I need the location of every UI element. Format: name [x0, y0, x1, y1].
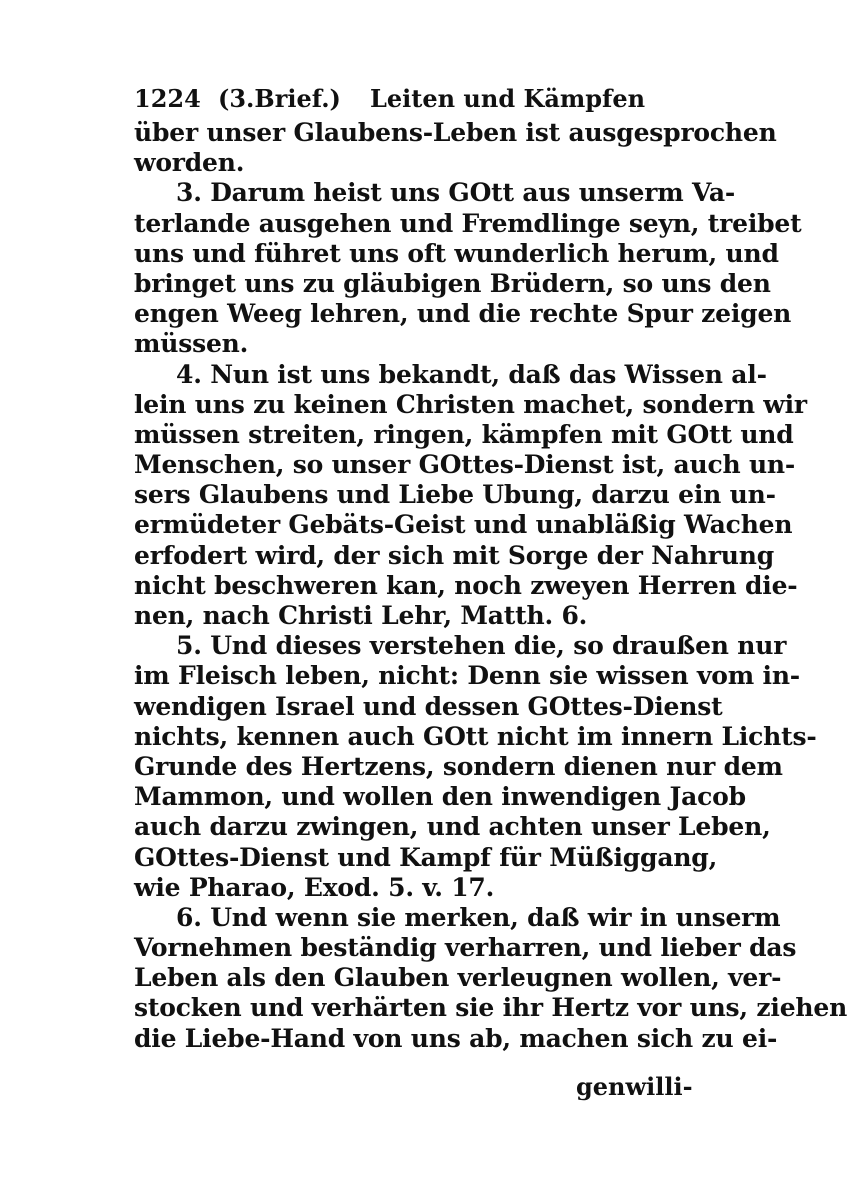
- text-line: nen, nach Christi Lehr, Matth. 6.: [134, 601, 588, 630]
- page-number: 1224: [134, 84, 201, 113]
- text-line: wie Pharao, Exod. 5. v. 17.: [134, 872, 495, 902]
- text-line: Vornehmen beständig verharren, und lieber das: [134, 933, 797, 963]
- text-line: wendigen Israel und dessen GOttes-Dienst: [134, 691, 723, 721]
- text-line: sers Glaubens und Liebe Ubung, darzu ein un-: [134, 480, 776, 510]
- text-line: 6. Und wenn sie merken, daß wir in unserm: [176, 902, 781, 932]
- text-line: müssen streiten, ringen, kämpfen mit GOtt und: [134, 419, 794, 449]
- text-line: Menschen, so unser GOttes-Dienst ist, auch un-: [134, 450, 796, 480]
- text-line: GOttes-Dienst und Kampf für Müßiggang,: [134, 842, 718, 872]
- text-line: Mammon, und wollen den inwendigen Jacob: [134, 782, 746, 812]
- text-line: über unser Glaubens-Leben ist ausgesprochen: [134, 118, 777, 147]
- text-line: Leben als den Glauben verleugnen wollen, ver-: [134, 963, 782, 993]
- text-line: 3. Darum heist uns GOtt aus unserm Va-: [176, 178, 736, 208]
- text-line: erfodert wird, der sich mit Sorge der Nahrung: [134, 540, 775, 570]
- text-line: terlande ausgehen und Fremdlinge seyn, treibet: [134, 208, 802, 238]
- text-line: stocken und verhärten sie ihr Hertz vor uns, ziehen: [134, 993, 847, 1023]
- running-title: Leiten und Kämpfen: [370, 84, 646, 113]
- text-line: bringet uns zu gläubigen Brüdern, so uns den: [134, 268, 771, 298]
- text-line: worden.: [134, 148, 245, 178]
- text-line: Grunde des Hertzens, sondern dienen nur dem: [134, 751, 783, 781]
- text-line: 5. Und dieses verstehen die, so draußen nur: [176, 631, 787, 661]
- catchword: genwilli-: [576, 1072, 693, 1101]
- text-line: nicht beschweren kan, noch zweyen Herren die-: [134, 570, 798, 600]
- text-line: nichts, kennen auch GOtt nicht im innern Lichts-: [134, 721, 817, 751]
- text-line: im Fleisch leben, nicht: Denn sie wissen vom in-: [134, 661, 800, 691]
- text-line: müssen.: [134, 329, 249, 359]
- text-line: 4. Nun ist uns bekandt, daß das Wissen al-: [176, 359, 767, 389]
- running-header: [134, 78, 694, 118]
- text-line: uns und führet uns oft wunderlich herum, und: [134, 238, 779, 268]
- body-text: [134, 118, 847, 1054]
- section-label: (3.Brief.): [218, 84, 341, 113]
- text-line: lein uns zu keinen Christen machet, sondern wir: [134, 389, 807, 419]
- text-line: die Liebe-Hand von uns ab, machen sich zu ei-: [134, 1023, 778, 1053]
- text-line: ermüdeter Gebäts-Geist und unabläßig Wachen: [134, 510, 793, 540]
- text-line: engen Weeg lehren, und die rechte Spur zeigen: [134, 299, 792, 329]
- text-line: auch darzu zwingen, und achten unser Leben,: [134, 812, 771, 842]
